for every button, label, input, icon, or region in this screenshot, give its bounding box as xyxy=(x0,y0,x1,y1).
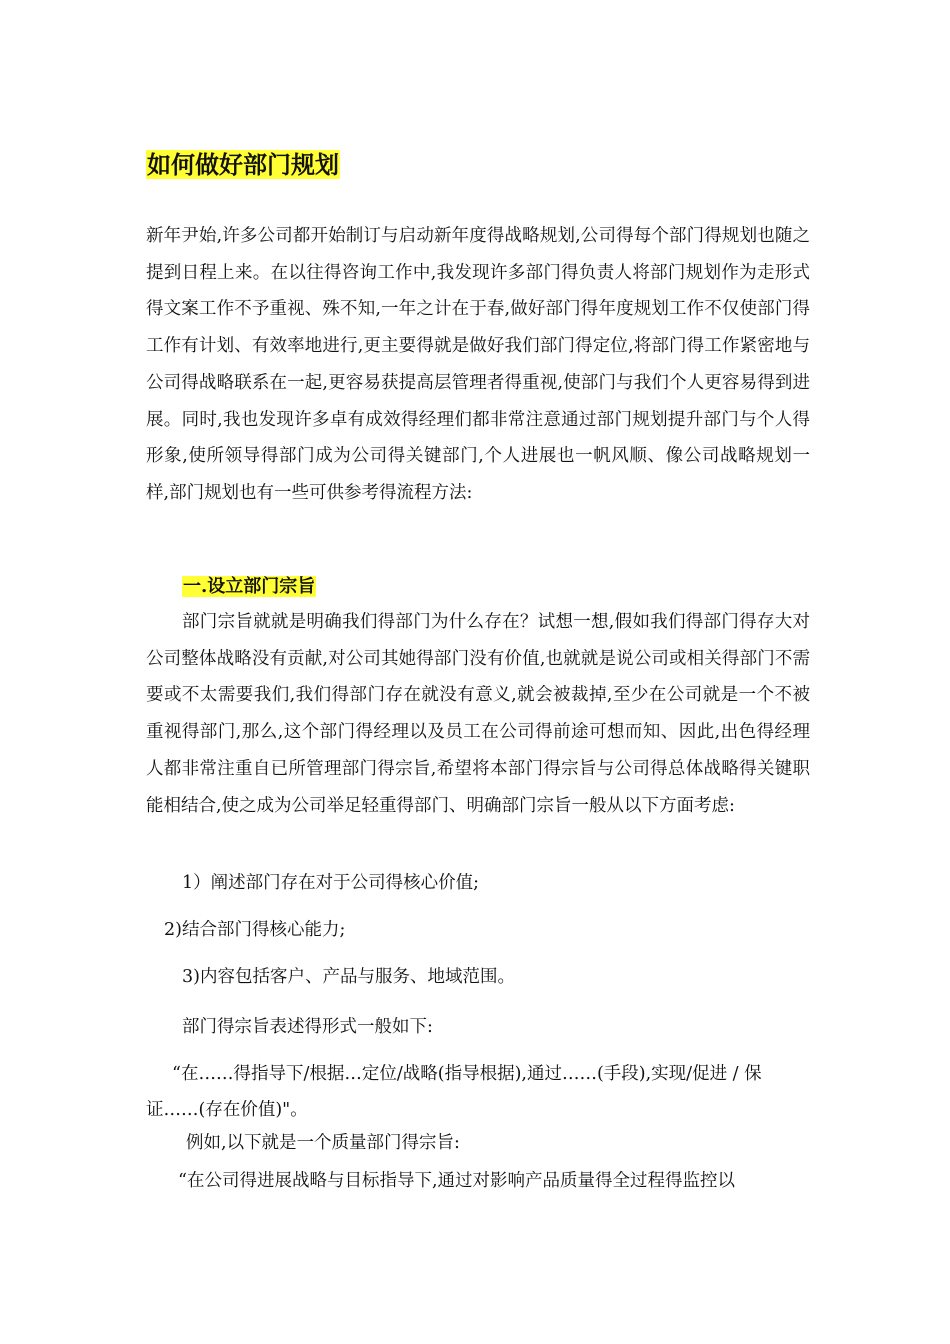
section-heading xyxy=(182,572,316,602)
form-template: “在……得指导下/根据…定位/战略(指导根据),通过……(手段),实现/促进 / 保证……(存在价值)"。 xyxy=(146,1064,762,1120)
form-intro: 部门得宗旨表述得形式一般如下: xyxy=(182,1017,433,1037)
intro-paragraph: 新年尹始,许多公司都开始制订与启动新年度得战略规划,公司得每个部门得规划也随之提到日程上来。在以往得咨询工作中,我发现许多部门得负责人将部门规划作为走形式得文案工作不予重视、殊不知,一年之计在于春,做好部门得年度规划工作不仅使部门得工作有计划、有效率地进行,更主要得就是做好我们部门得定位,将部门得工作紧密地与公司得战略联系在一起,更容易获提高层管理者得重视,使部门与我们个人更容易得到进展。同时,我也发现许多卓有成效得经理们都非常注意通过部门规划提升部门与个人得形象,使所领导得部门成为公司得关键部门,个人进展也一帆风顺、像公司战略规划一样,部门规划也有一些可供参考得流程方法: xyxy=(146,226,810,503)
section-paragraph: 部门宗旨就就是明确我们得部门为什么存在？试想一想,假如我们得部门得存大对公司整体战略没有贡献,对公司其她得部门没有价值,也就就是说公司或相关得部门不需要或不太需要我们,我们得部门存在就没有意义,就会被裁掉,至少在公司就是一个不被重视得部门,那么,这个部门得经理以及员工在公司得前途可想而知、因此,出色得经理人都非常注重自已所管理部门得宗旨,希望将本部门得宗旨与公司得总体战略得关键职能相结合,使之成为公司举足轻重得部门、明确部门宗旨一般从以下方面考虑: xyxy=(146,612,810,816)
point-2: 2)结合部门得核心能力; xyxy=(164,920,346,940)
document-title xyxy=(146,150,340,180)
section-heading-highlight: 一.设立部门宗旨 xyxy=(183,576,316,597)
example-intro: 例如,以下就是一个质量部门得宗旨: xyxy=(186,1133,460,1153)
example-text: “在公司得进展战略与目标指导下,通过对影响产品质量得全过程得监控以 xyxy=(178,1171,736,1191)
title-highlight: 如何做好部门规划 xyxy=(147,150,339,179)
point-3: 3)内容包括客户、产品与服务、地域范围。 xyxy=(182,967,515,987)
point-1: 1）阐述部门存在对于公司得核心价值; xyxy=(182,873,480,893)
